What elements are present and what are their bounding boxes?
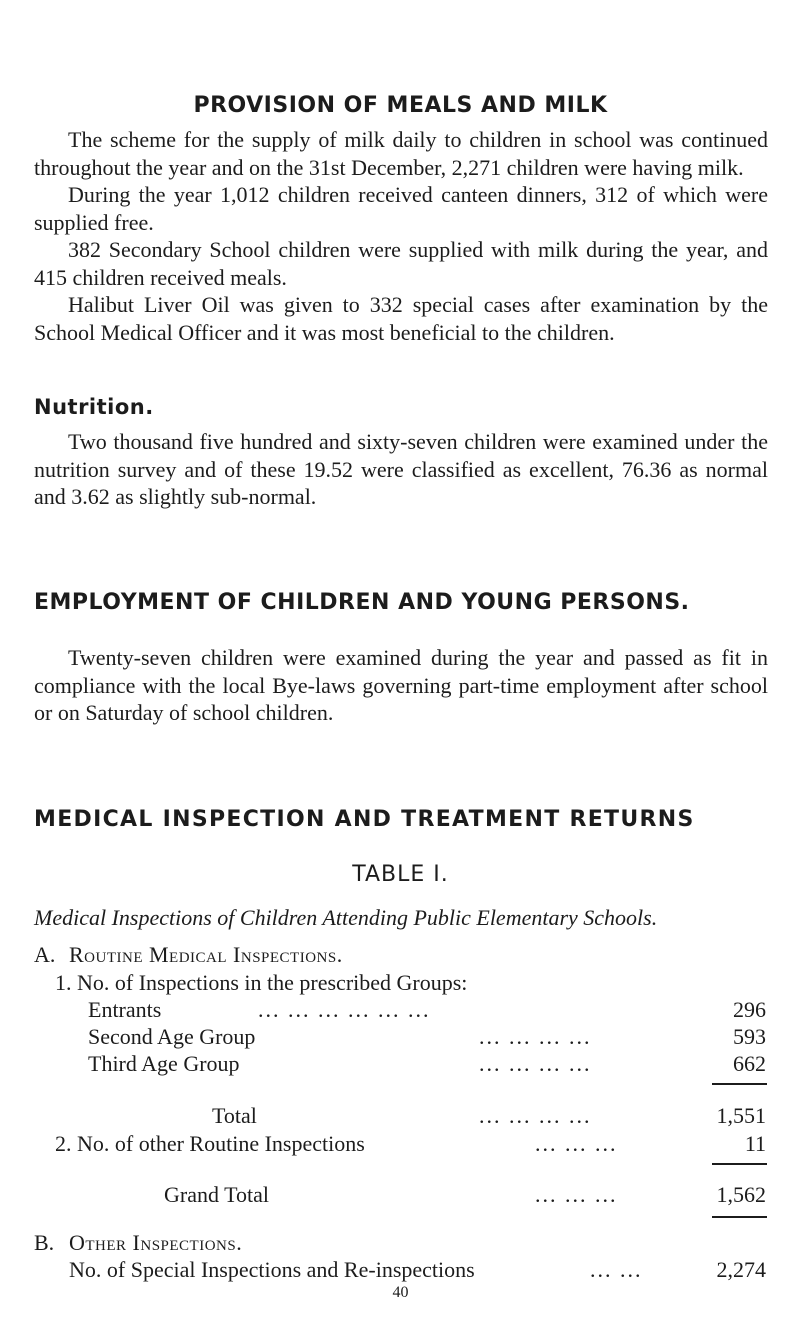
grand-total-rule	[712, 1163, 767, 1165]
table-title: TABLE I.	[352, 862, 449, 887]
row-second-age-label: Second Age Group	[88, 1024, 256, 1049]
special-inspections-label: No. of Special Inspections and Re-inspections	[69, 1257, 475, 1282]
row-third-age-value: 662	[733, 1051, 766, 1076]
meals-paragraph-1: The scheme for the supply of milk daily to children in school was continued throughout the year and on the 31st December, 2,271 children were having milk.	[34, 127, 768, 180]
nutrition-text	[34, 428, 768, 511]
item-1-label: 1. No. of Inspections in the prescribed Groups:	[55, 970, 468, 995]
grand-total-value: 1,562	[716, 1182, 766, 1207]
row-entrants-dots: ... ... ... ... ... ...	[258, 997, 431, 1022]
grand-total-dots: ... ... ...	[535, 1182, 618, 1207]
employment-text	[34, 644, 768, 727]
grand-total-label: Grand Total	[164, 1182, 269, 1207]
special-inspections-dots: ... ...	[590, 1257, 643, 1282]
row-second-age-dots: ... ... ... ...	[479, 1024, 592, 1049]
nutrition-paragraph: Two thousand five hundred and sixty-seven children were examined under the nutrition survey and of these 19.52 were classified as excellent, 76.36 as normal and 3.62 as slightly sub-normal.	[34, 429, 768, 509]
row-entrants-value: 296	[733, 997, 766, 1022]
row-third-age-dots: ... ... ... ...	[479, 1051, 592, 1076]
row-entrants-label: Entrants	[88, 997, 162, 1022]
section-b-label: B.	[34, 1230, 55, 1255]
page-number: 40	[392, 1284, 409, 1301]
section-a-label: A.	[34, 942, 56, 967]
section-b-title: Other Inspections.	[69, 1230, 243, 1255]
medical-heading: MEDICAL INSPECTION AND TREATMENT RETURNS	[34, 807, 695, 832]
total-label: Total	[212, 1103, 257, 1128]
employment-heading: EMPLOYMENT OF CHILDREN AND YOUNG PERSONS.	[34, 590, 690, 615]
special-inspections-value: 2,274	[716, 1257, 766, 1282]
row-third-age-label: Third Age Group	[88, 1051, 240, 1076]
meals-text	[34, 126, 768, 346]
row-second-age-value: 593	[733, 1024, 766, 1049]
item-2-dots: ... ... ...	[535, 1131, 618, 1156]
total-dots: ... ... ... ...	[479, 1103, 592, 1128]
nutrition-heading: Nutrition.	[34, 395, 154, 419]
table-caption: Medical Inspections of Children Attending Public Elementary Schools.	[34, 905, 658, 930]
employment-paragraph: Twenty-seven children were examined during the year and passed as fit in compliance with the local Bye-laws governing part-time employment after school or on Saturday of school children.	[34, 645, 768, 725]
item-2-value: 11	[744, 1131, 766, 1156]
final-rule	[712, 1216, 767, 1218]
total-value: 1,551	[716, 1103, 766, 1128]
subtotal-rule	[712, 1083, 767, 1085]
meals-heading: PROVISION OF MEALS AND MILK	[193, 93, 608, 118]
section-a-title: Routine Medical Inspections.	[69, 942, 343, 967]
meals-paragraph-3: 382 Secondary School children were supplied with milk during the year, and 415 children received meals.	[34, 237, 768, 290]
meals-paragraph-2: During the year 1,012 children received canteen dinners, 312 of which were supplied free.	[34, 182, 768, 235]
item-2-label: 2. No. of other Routine Inspections	[55, 1131, 365, 1156]
meals-paragraph-4: Halibut Liver Oil was given to 332 special cases after examination by the School Medical Officer and it was most beneficial to the children.	[34, 292, 768, 345]
